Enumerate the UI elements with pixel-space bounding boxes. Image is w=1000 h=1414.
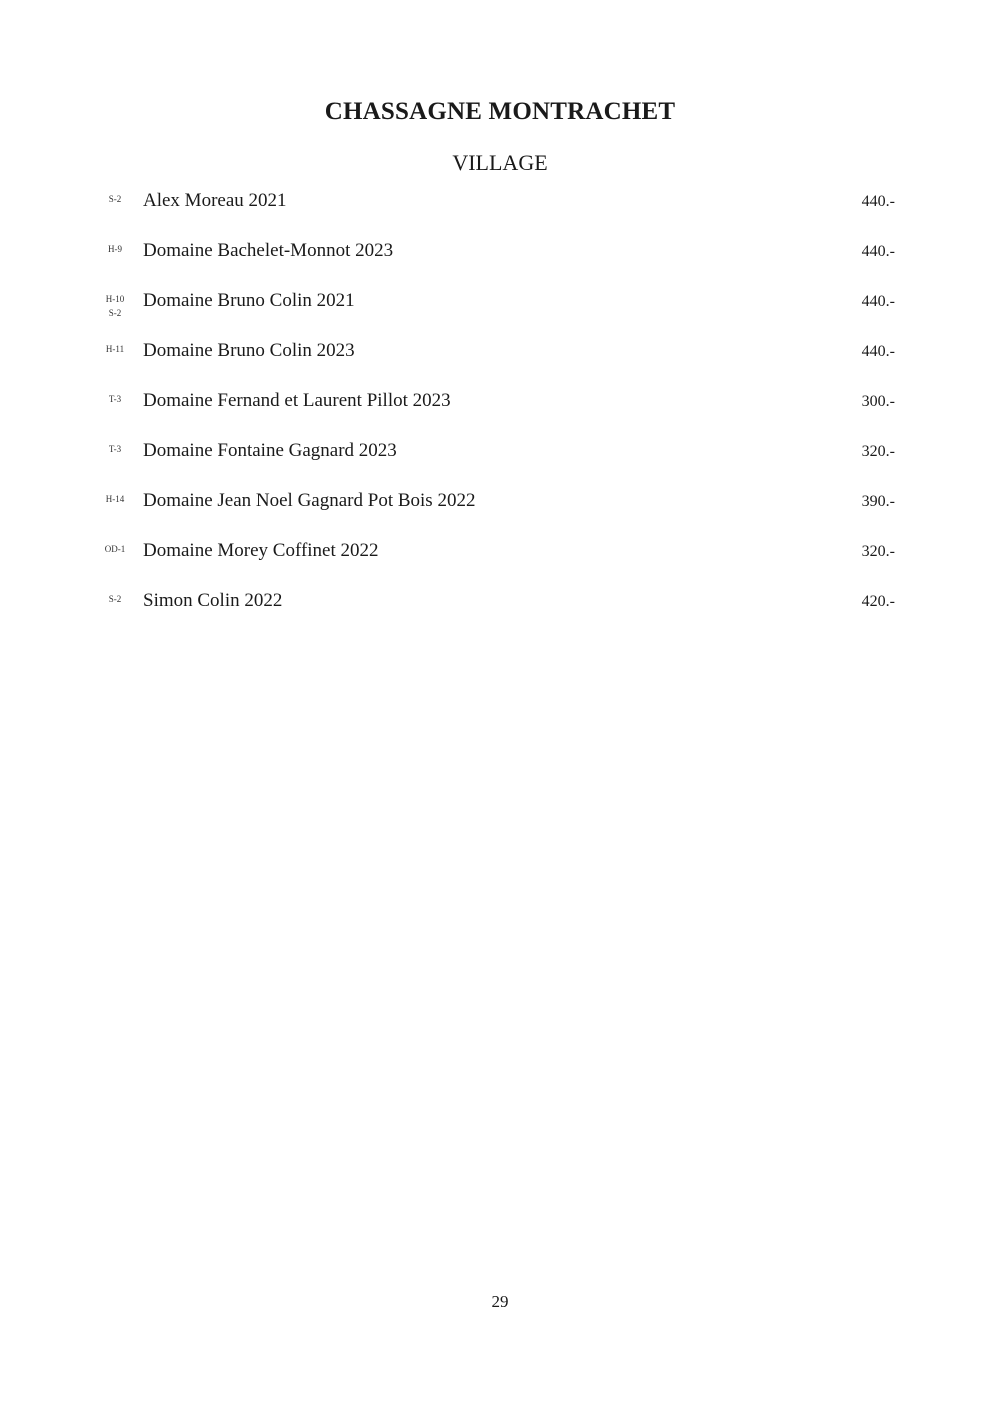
cellar-codes <box>100 542 130 556</box>
cellar-code: S-2 <box>108 594 122 604</box>
wine-row <box>100 538 900 588</box>
wine-price: 320.- <box>861 543 895 560</box>
wine-row <box>100 588 900 638</box>
wine-name: Domaine Morey Coffinet 2022 <box>143 540 379 561</box>
wine-row <box>100 338 900 388</box>
cellar-code: T-3 <box>108 394 122 404</box>
wine-price: 440.- <box>861 193 895 210</box>
wine-row <box>100 188 900 238</box>
wine-name: Domaine Bachelet-Monnot 2023 <box>143 240 394 261</box>
wine-row <box>100 388 900 438</box>
wine-price: 440.- <box>861 293 895 310</box>
wine-name: Simon Colin 2022 <box>143 590 283 611</box>
cellar-code: S-2 <box>108 308 122 318</box>
page-number: 29 <box>491 1292 509 1311</box>
cellar-codes <box>100 192 130 206</box>
cellar-codes <box>100 292 130 320</box>
wine-price: 440.- <box>861 243 895 260</box>
wine-name: Domaine Fernand et Laurent Pillot 2023 <box>143 390 451 411</box>
cellar-code: H-11 <box>105 344 125 354</box>
cellar-codes <box>100 242 130 256</box>
cellar-code: H-14 <box>105 494 125 504</box>
wine-name: Domaine Fontaine Gagnard 2023 <box>143 440 397 461</box>
cellar-codes <box>100 492 130 506</box>
cellar-codes <box>100 342 130 356</box>
wine-name: Domaine Bruno Colin 2021 <box>143 290 355 311</box>
cellar-code: S-2 <box>108 194 122 204</box>
wine-row <box>100 238 900 288</box>
section-title: VILLAGE <box>452 150 548 175</box>
wine-price: 390.- <box>861 493 895 510</box>
cellar-codes <box>100 392 130 406</box>
wine-price: 420.- <box>861 593 895 610</box>
cellar-codes <box>100 442 130 456</box>
wine-list <box>100 188 900 638</box>
cellar-codes <box>100 592 130 606</box>
cellar-code: OD-1 <box>104 544 126 554</box>
wine-name: Alex Moreau 2021 <box>143 190 287 211</box>
wine-price: 440.- <box>861 343 895 360</box>
wine-price: 320.- <box>861 443 895 460</box>
wine-row <box>100 488 900 538</box>
wine-price: 300.- <box>861 393 895 410</box>
page-title: CHASSAGNE MONTRACHET <box>324 98 676 125</box>
wine-row <box>100 438 900 488</box>
cellar-code: H-10 <box>105 294 125 304</box>
cellar-code: H-9 <box>108 244 122 254</box>
wine-name: Domaine Bruno Colin 2023 <box>143 340 355 361</box>
wine-row <box>100 288 900 338</box>
wine-name: Domaine Jean Noel Gagnard Pot Bois 2022 <box>143 490 476 511</box>
cellar-code: T-3 <box>108 444 122 454</box>
